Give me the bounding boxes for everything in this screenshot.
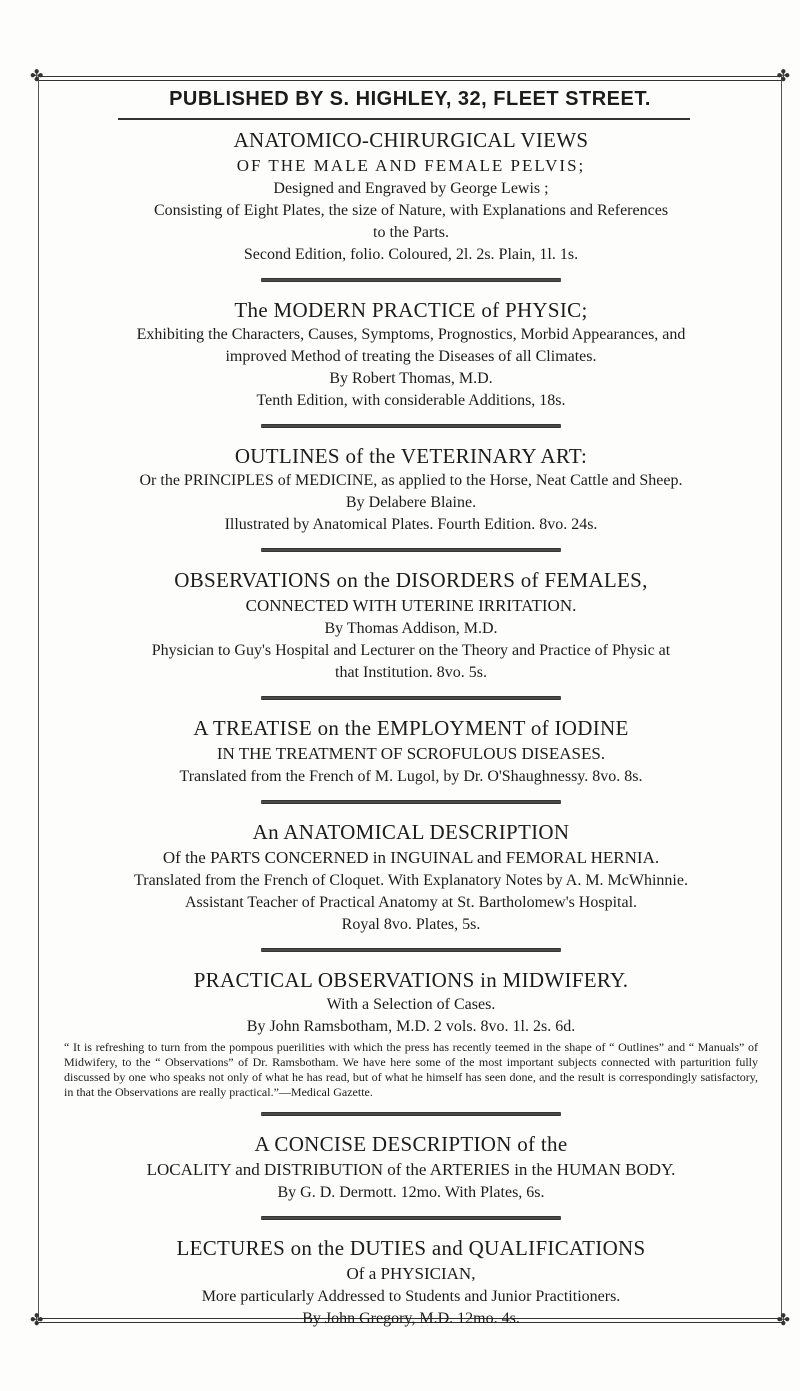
corner-ornament-icon: ✤ xyxy=(30,1312,44,1329)
book-title: PRACTICAL OBSERVATIONS in MIDWIFERY. xyxy=(193,968,629,992)
section-divider xyxy=(261,1216,561,1220)
book-entry xyxy=(46,442,776,536)
book-line: Physician to Guy's Hospital and Lecturer on the Theory and Practice of Physic at xyxy=(151,642,671,659)
book-line: By John Gregory, M.D. 12mo. 4s. xyxy=(302,1310,520,1327)
book-line: Consisting of Eight Plates, the size of Nature, with Explanations and References xyxy=(153,202,669,219)
corner-ornament-icon: ✤ xyxy=(30,68,44,85)
book-line: Assistant Teacher of Practical Anatomy at St. Bartholomew's Hospital. xyxy=(184,894,638,911)
book-line: Illustrated by Anatomical Plates. Fourth Edition. 8vo. 24s. xyxy=(224,516,598,533)
section-divider xyxy=(261,800,561,804)
book-title: The MODERN PRACTICE of PHYSIC; xyxy=(234,298,588,322)
book-line: improved Method of treating the Diseases of all Climates. xyxy=(225,348,597,365)
frame-top-border xyxy=(38,76,782,81)
book-entry xyxy=(46,714,776,788)
corner-ornament-icon: ✤ xyxy=(776,68,790,85)
book-subtitle: OF THE MALE AND FEMALE PELVIS; xyxy=(236,156,586,175)
section-divider xyxy=(261,696,561,700)
book-line: By John Ramsbotham, M.D. 2 vols. 8vo. 1l. 2s. 6d. xyxy=(246,1018,576,1035)
book-line: Translated from the French of Cloquet. With Explanatory Notes by A. M. McWhinnie. xyxy=(134,872,688,889)
review-quote: “ It is refreshing to turn from the pompous puerilities with which the press has recently teemed in the shape of “ Outlines” and “ Manuals” of Midwifery, to the “ Observations” of Dr. Ramsbotham. We have here some of the most important subjects connected with parturition fully discussed by one who speaks not only of what he has read, but of what he himself has seen done, and the result is correspondingly satisfactory, in that the Observations are really practical.”—Medical Gazette. xyxy=(64,1040,758,1099)
book-line: More particularly Addressed to Students and Junior Practitioners. xyxy=(201,1288,621,1305)
book-entry xyxy=(46,966,776,1100)
book-subtitle: Of a PHYSICIAN, xyxy=(346,1264,476,1283)
book-line: Translated from the French of M. Lugol, by Dr. O'Shaughnessy. 8vo. 8s. xyxy=(179,768,643,785)
header-rule xyxy=(118,118,690,120)
corner-ornament-icon: ✤ xyxy=(776,1312,790,1329)
book-line: Exhibiting the Characters, Causes, Symptoms, Prognostics, Morbid Appearances, and xyxy=(136,326,686,343)
book-subtitle: LOCALITY and DISTRIBUTION of the ARTERIES in the HUMAN BODY. xyxy=(146,1160,676,1179)
book-subtitle: Of the PARTS CONCERNED in INGUINAL and FEMORAL HERNIA. xyxy=(162,848,660,867)
book-entry xyxy=(46,1234,776,1330)
book-line: to the Parts. xyxy=(373,224,449,241)
book-title: A TREATISE on the EMPLOYMENT of IODINE xyxy=(193,716,629,740)
book-list xyxy=(46,126,776,1330)
section-divider xyxy=(261,278,561,282)
book-title: LECTURES on the DUTIES and QUALIFICATIONS xyxy=(176,1236,646,1260)
book-line: By Delabere Blaine. xyxy=(345,494,477,511)
frame-left-border xyxy=(38,76,39,1321)
book-entry xyxy=(46,1130,776,1204)
book-line: Royal 8vo. Plates, 5s. xyxy=(341,916,481,933)
book-title: OUTLINES of the VETERINARY ART: xyxy=(234,444,588,468)
book-line: By Thomas Addison, M.D. xyxy=(324,620,498,637)
section-divider xyxy=(261,948,561,952)
book-line: Designed and Engraved by George Lewis ; xyxy=(273,180,549,197)
book-line: that Institution. 8vo. 5s. xyxy=(335,664,487,681)
book-line: With a Selection of Cases. xyxy=(326,996,496,1013)
book-subtitle: CONNECTED WITH UTERINE IRRITATION. xyxy=(245,596,577,615)
book-entry xyxy=(46,126,776,266)
book-subtitle: IN THE TREATMENT OF SCROFULOUS DISEASES. xyxy=(216,744,606,763)
publisher-header: PUBLISHED BY S. HIGHLEY, 32, FLEET STREET. xyxy=(169,88,651,110)
frame-right-border xyxy=(781,76,782,1321)
book-entry xyxy=(46,818,776,936)
book-entry xyxy=(46,566,776,684)
book-line: By Robert Thomas, M.D. xyxy=(329,370,493,387)
section-divider xyxy=(261,424,561,428)
book-title: OBSERVATIONS on the DISORDERS of FEMALES, xyxy=(174,568,648,592)
book-line: Or the PRINCIPLES of MEDICINE, as applied to the Horse, Neat Cattle and Sheep. xyxy=(139,472,683,489)
book-line: Second Edition, folio. Coloured, 2l. 2s. Plain, 1l. 1s. xyxy=(243,246,579,263)
book-line: By G. D. Dermott. 12mo. With Plates, 6s. xyxy=(277,1184,545,1201)
section-divider xyxy=(261,548,561,552)
book-title: A CONCISE DESCRIPTION of the xyxy=(254,1132,568,1156)
book-title: ANATOMICO-CHIRURGICAL VIEWS xyxy=(233,128,589,152)
book-entry xyxy=(46,296,776,412)
book-title: An ANATOMICAL DESCRIPTION xyxy=(252,820,570,844)
book-line: Tenth Edition, with considerable Additions, 18s. xyxy=(256,392,566,409)
section-divider xyxy=(261,1112,561,1116)
